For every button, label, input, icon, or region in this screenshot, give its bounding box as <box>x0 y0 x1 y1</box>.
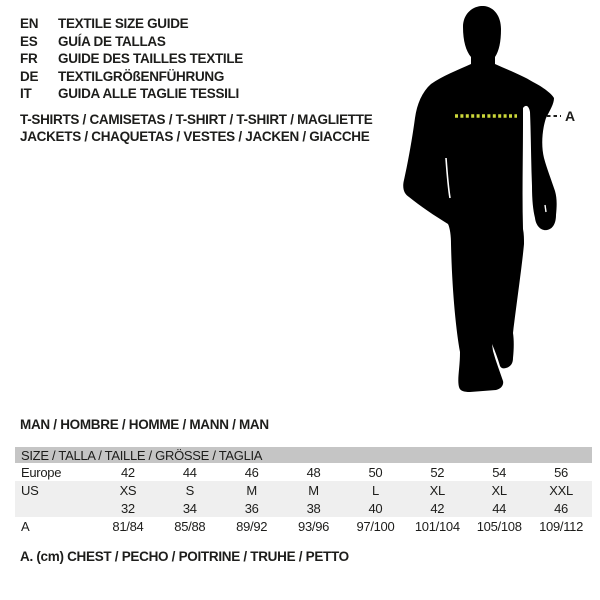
cell: XL <box>429 482 445 498</box>
cell: 38 <box>306 500 321 516</box>
cell: 54 <box>492 464 507 480</box>
language-label: TEXTILGRÖßENFÜHRUNG <box>58 68 225 84</box>
size-table-header: SIZE / TALLA / TAILLE / GRÖSSE / TAGLIA <box>15 447 592 463</box>
table-row-us <box>15 481 592 499</box>
section-heading-man: MAN / HOMBRE / HOMME / MANN / MAN <box>20 417 269 432</box>
cell: 40 <box>368 500 383 516</box>
language-row-es <box>20 33 243 51</box>
hand-finger-detail <box>545 205 546 212</box>
cell: 85/88 <box>174 518 206 534</box>
cell: 48 <box>306 464 321 480</box>
language-row-fr <box>20 50 243 68</box>
cell: S <box>185 482 194 498</box>
cell: 44 <box>492 500 507 516</box>
cell: 89/92 <box>236 518 268 534</box>
category-jackets: JACKETS / CHAQUETAS / VESTES / JACKEN / GIACCHE <box>20 129 370 144</box>
cell: 93/96 <box>298 518 330 534</box>
measure-label-a: A <box>565 108 576 124</box>
language-label: TEXTILE SIZE GUIDE <box>58 16 189 31</box>
language-label: GUIDA ALLE TAGLIE TESSILI <box>58 86 239 102</box>
language-label: GUÍA DE TALLAS <box>58 33 166 49</box>
cell: 56 <box>554 464 568 480</box>
language-row-de <box>20 68 243 86</box>
cell: L <box>371 482 379 498</box>
table-row-chest-a <box>15 517 592 535</box>
cell: 81/84 <box>112 518 144 534</box>
row-label: Europe <box>21 464 62 480</box>
cell: XXL <box>549 482 573 498</box>
cell: 52 <box>430 464 445 480</box>
language-guide-list <box>20 15 243 103</box>
cell: XS <box>119 482 137 498</box>
cell: 42 <box>121 464 135 480</box>
cell: 46 <box>554 500 568 516</box>
cell: 36 <box>244 500 259 516</box>
language-code: ES <box>20 33 38 49</box>
man-silhouette-figure <box>400 0 600 400</box>
cell: 44 <box>182 464 197 480</box>
cell: 101/104 <box>414 518 460 534</box>
cell: XL <box>491 482 507 498</box>
language-label: GUIDE DES TAILLES TEXTILE <box>58 51 244 67</box>
language-row-en <box>20 15 243 33</box>
cell: 97/100 <box>356 518 395 534</box>
man-silhouette-svg <box>400 0 600 400</box>
cell: 105/108 <box>476 518 522 534</box>
table-row-numeric <box>15 499 592 517</box>
language-code: EN <box>20 16 39 31</box>
garment-categories <box>20 111 372 145</box>
row-label: US <box>21 482 39 498</box>
cell: 32 <box>121 500 135 516</box>
language-code: FR <box>20 51 38 67</box>
cell: 34 <box>182 500 197 516</box>
cell: M <box>308 482 319 498</box>
table-row-europe <box>15 463 592 481</box>
cell: 50 <box>368 464 383 480</box>
size-table <box>15 447 592 535</box>
man-silhouette-shape <box>403 6 556 392</box>
row-label: A <box>21 518 30 534</box>
cell: 42 <box>430 500 445 516</box>
cell: 46 <box>244 464 259 480</box>
language-row-it <box>20 85 243 103</box>
cell: M <box>246 482 257 498</box>
category-tshirts: T-SHIRTS / CAMISETAS / T-SHIRT / T-SHIRT / MAGLIETTE <box>20 112 373 127</box>
language-code: IT <box>20 86 32 102</box>
language-code: DE <box>20 68 39 84</box>
cell: 109/112 <box>539 518 584 534</box>
measure-footnote: A. (cm) CHEST / PECHO / POITRINE / TRUHE / PETTO <box>20 549 349 564</box>
